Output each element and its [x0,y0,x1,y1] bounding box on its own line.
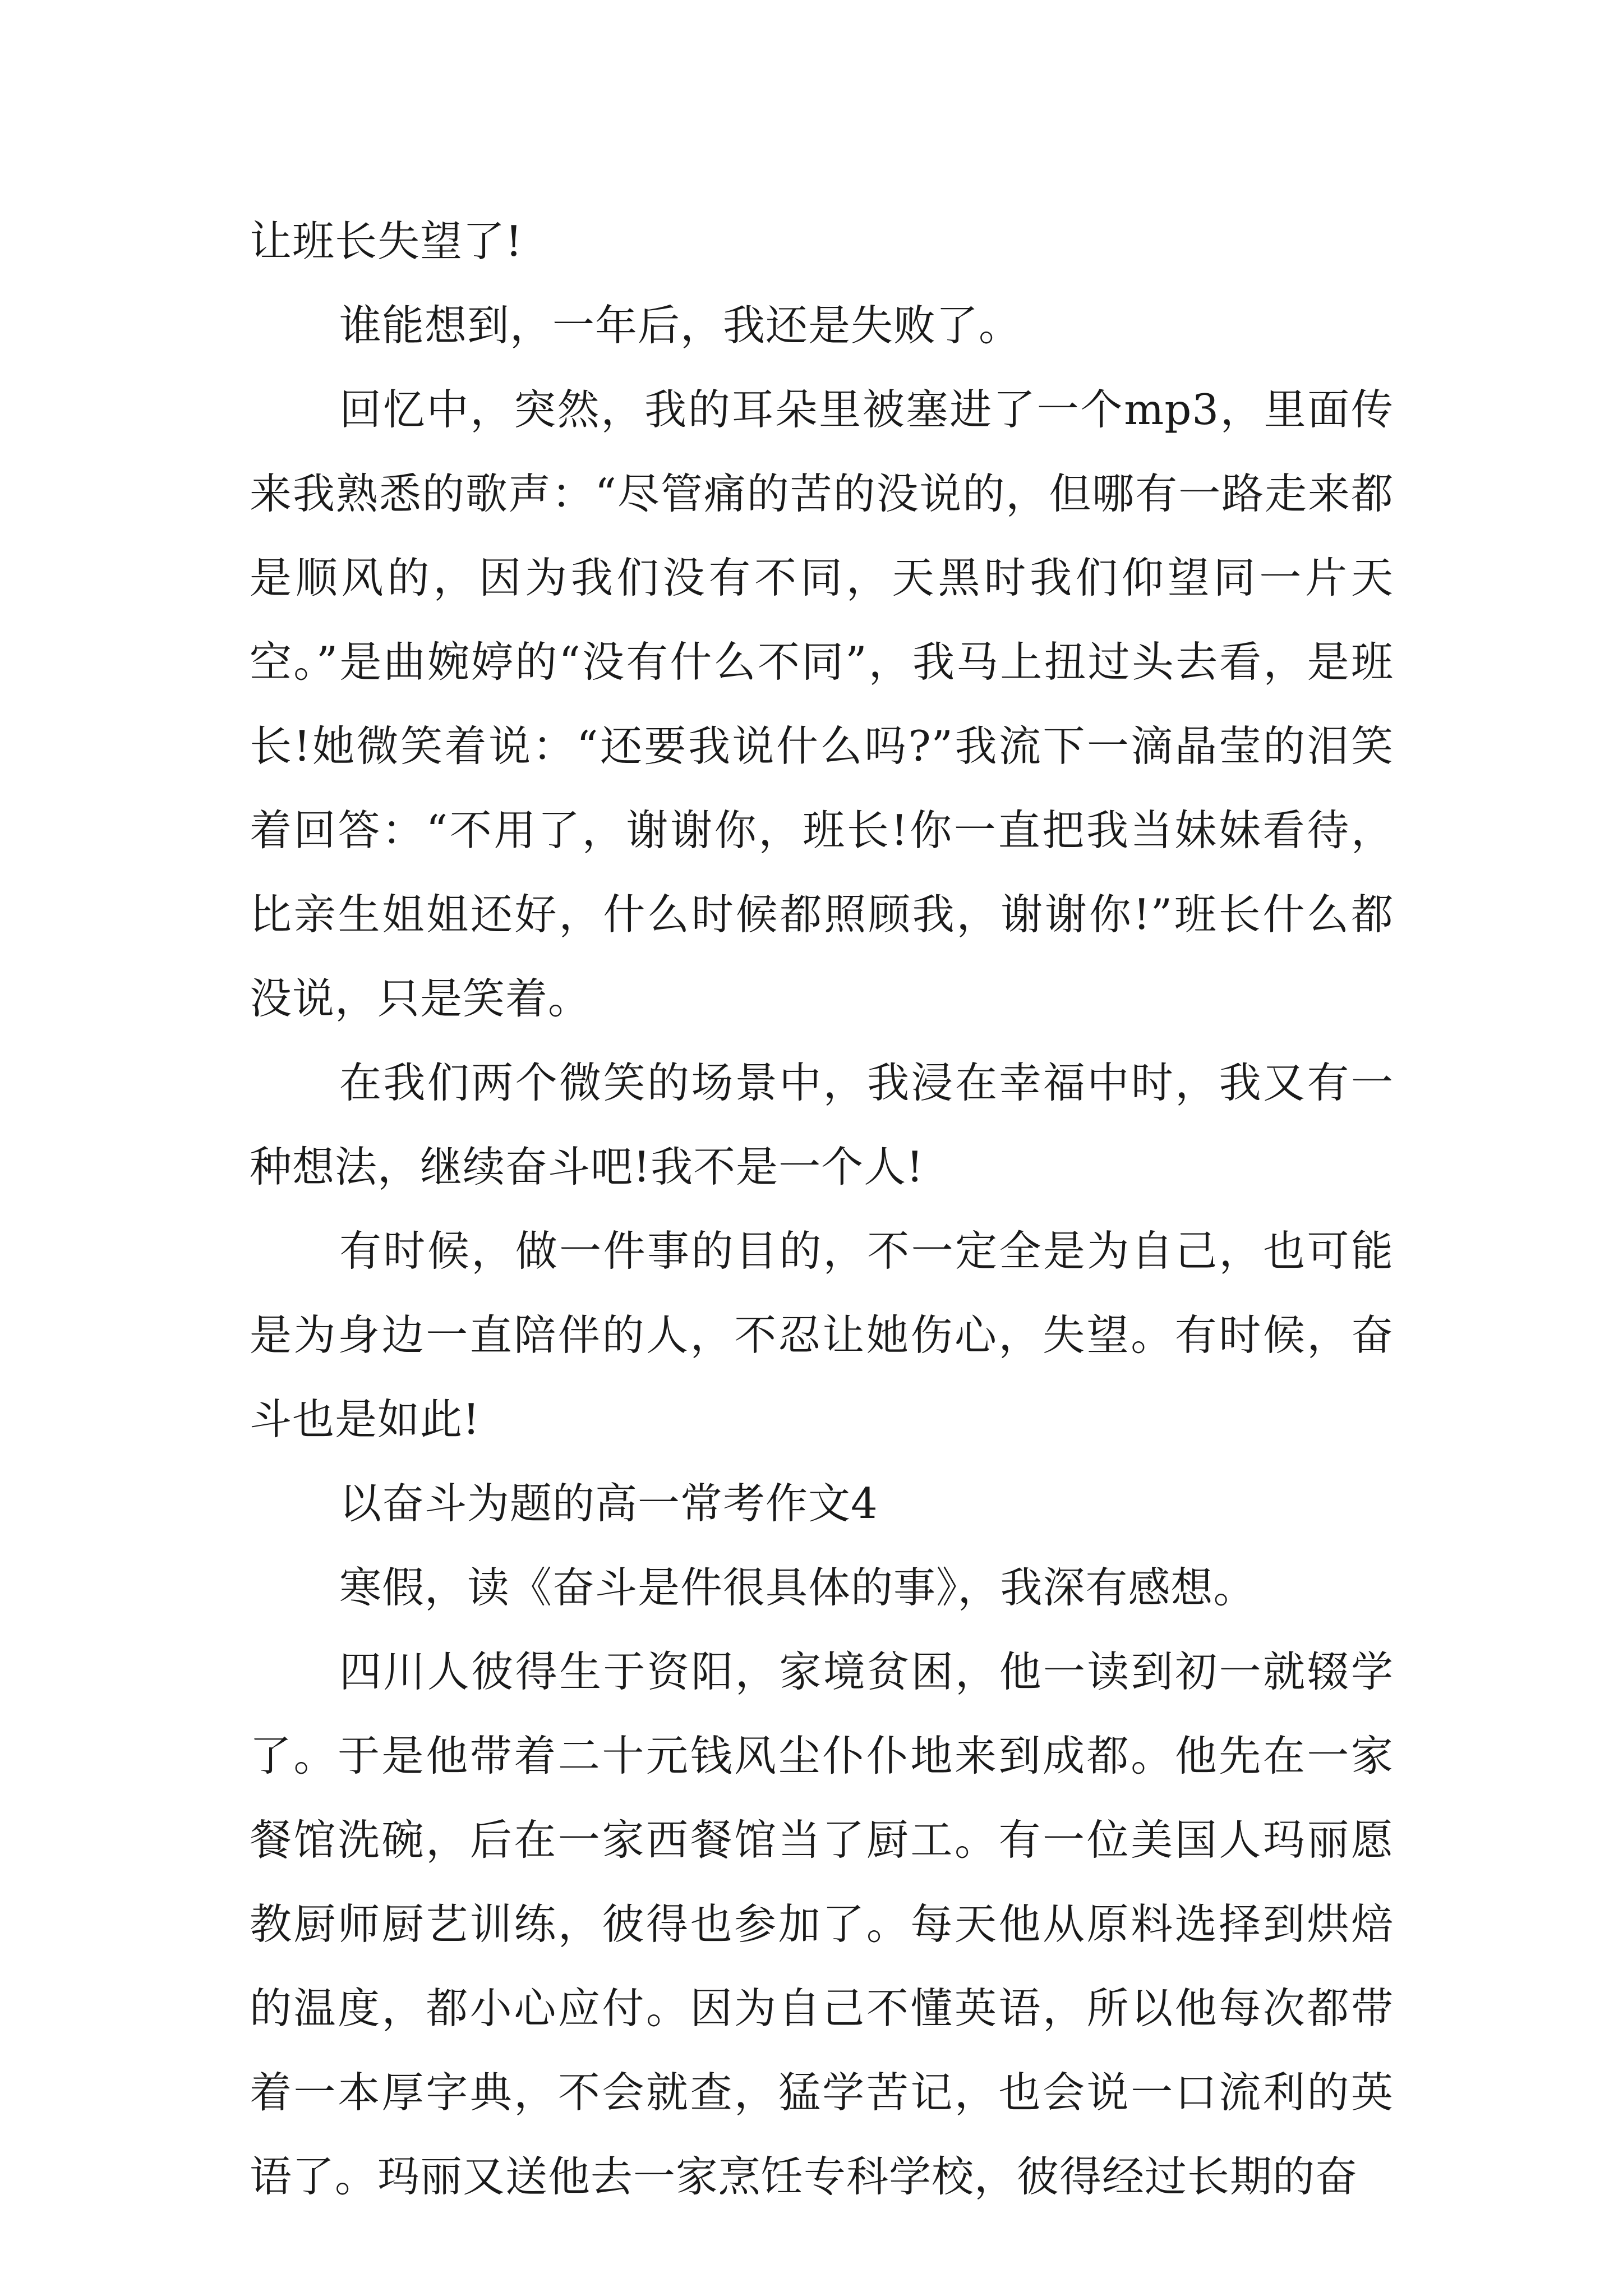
paragraph: 寒假，读《奋斗是件很具体的事》，我深有感想。 [339,1563,1256,1612]
section-heading: 以奋斗为题的高一常考作文4 [339,1479,878,1528]
paragraph: 谁能想到，一年后，我还是失败了。 [339,301,1022,350]
paragraph: 有时候，做一件事的目的，不一定全是为自己，也可能是为身边一直陪伴的人，不忍让她伤心，失望。有时候，奋斗也是如此! [250,1226,1394,1444]
document-body [250,199,1394,2219]
paragraph: 让班长失望了! [250,217,523,266]
paragraph: 在我们两个微笑的场景中，我浸在幸福中时，我又有一种想法，继续奋斗吧!我不是一个人! [250,1058,1394,1191]
paragraph: 回忆中，突然，我的耳朵里被塞进了一个mp3，里面传来我熟悉的歌声：“尽管痛的苦的没说的，但哪有一路走来都是顺风的，因为我们没有不同，天黑时我们仰望同一片天空。”是曲婉婷的“没有什么不同”，我马上扭过头去看，是班长!她微笑着说：“还要我说什么吗?”我流下一滴晶莹的泪笑着回答：“不用了，谢谢你，班长!你一直把我当妹妹看待，比亲生姐姐还好，什么时候都照顾我，谢谢你!”班长什么都没说，只是笑着。 [250,385,1394,1023]
paragraph: 四川人彼得生于资阳，家境贫困，他一读到初一就辍学了。于是他带着二十元钱风尘仆仆地来到成都。他先在一家餐馆洗碗，后在一家西餐馆当了厨工。有一位美国人玛丽愿教厨师厨艺训练，彼得也参加了。每天他从原料选择到烘焙的温度，都小心应付。因为自己不懂英语，所以他每次都带着一本厚字典，不会就查，猛学苦记，也会说一口流利的英语了。玛丽又送他去一家烹饪专科学校，彼得经过长期的奋 [250,1647,1394,2201]
